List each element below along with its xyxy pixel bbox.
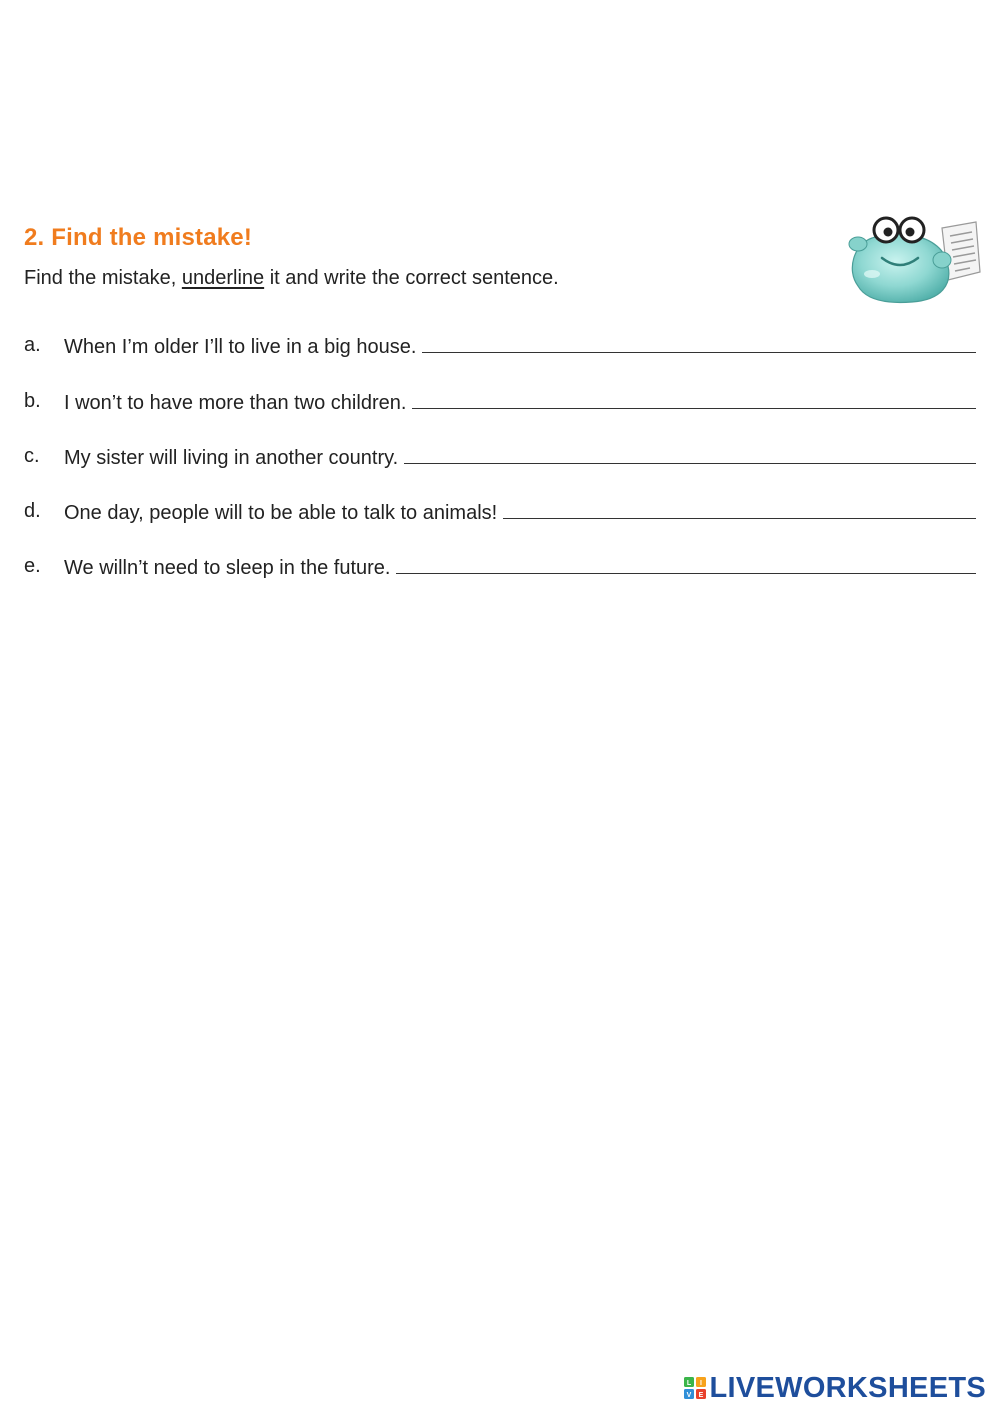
exercise-item-b [24,386,976,420]
answer-blank[interactable] [503,500,976,519]
exercise-item-c [24,441,976,475]
instructions [24,267,559,290]
item-letter: d. [24,500,41,522]
exercise-item-e [24,551,976,585]
exercise-item-a [24,330,976,364]
brand-name: LIVEWORKSHEETS [709,1371,986,1404]
instruction-underlined-word: underline [181,267,265,289]
answer-blank[interactable] [396,555,976,574]
item-letter: c. [24,445,40,467]
exercise-item-d [24,496,976,530]
item-letter: b. [24,390,41,412]
section-title: 2. Find the mistake! [24,224,253,251]
reading-frog-mascot-icon [842,214,984,310]
brand-footer[interactable] [684,1370,987,1406]
item-sentence: My sister will living in another country. [64,447,399,469]
answer-blank[interactable] [422,334,976,353]
item-letter: a. [24,334,41,356]
item-line [64,555,976,580]
item-line [64,390,976,415]
svg-text:I: I [699,1380,702,1387]
item-letter: e. [24,555,41,577]
item-sentence: When I’m older I’ll to live in a big house. [64,336,417,358]
instruction-text-end: it and write the correct sentence. [264,267,559,289]
item-line [64,445,976,470]
answer-blank[interactable] [412,390,976,409]
instruction-text-start: Find the mistake, [24,267,182,289]
item-line [64,500,976,525]
svg-text:V: V [686,1392,691,1399]
svg-text:E: E [698,1392,703,1399]
item-sentence: One day, people will to be able to talk to animals! [64,502,498,524]
item-sentence: I won’t to have more than two children. [64,392,407,414]
liveworksheets-logo-icon [684,1377,706,1399]
answer-blank[interactable] [404,445,976,464]
item-line [64,334,976,359]
svg-text:L: L [686,1380,691,1387]
item-sentence: We willn’t need to sleep in the future. [64,557,391,579]
